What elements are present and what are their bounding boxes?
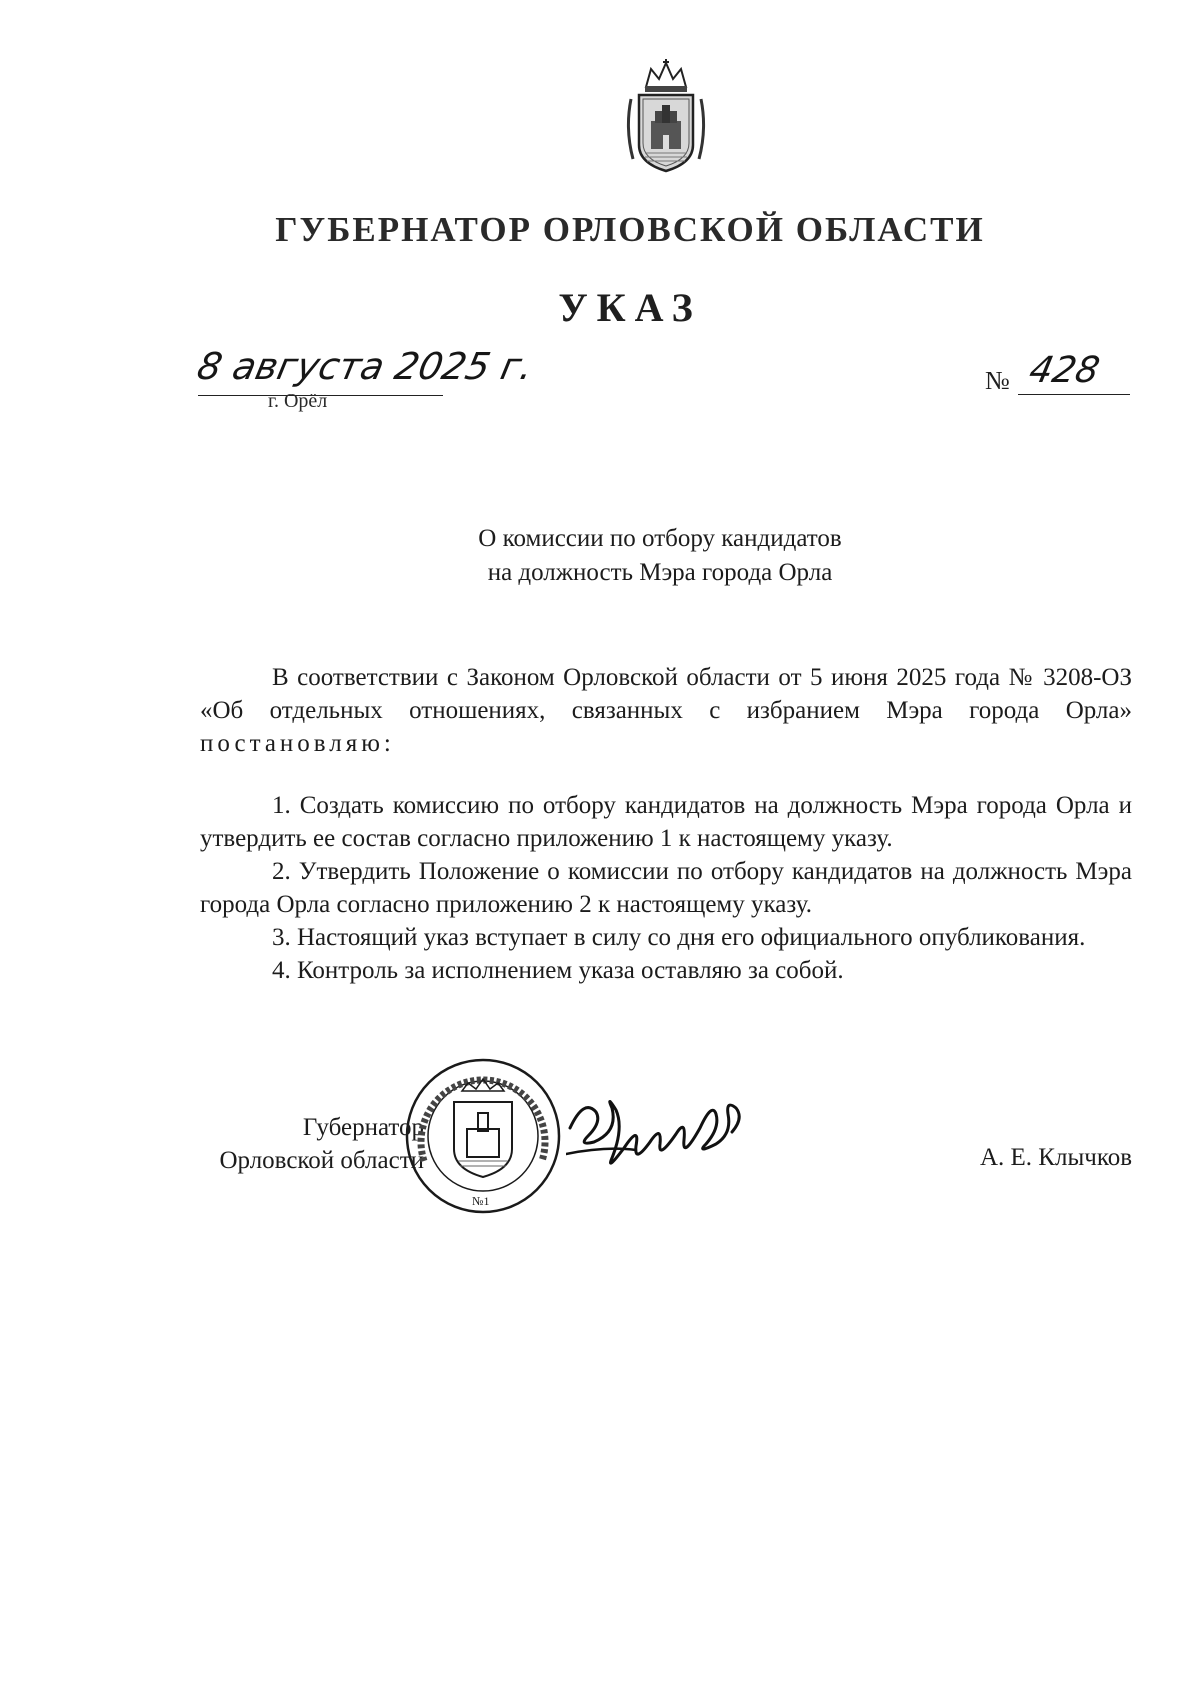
handwritten-signature: [566, 1088, 746, 1176]
seal-stamp-icon: [404, 1057, 562, 1215]
subject-line-1: О комиссии по отбору кандидатов: [478, 525, 842, 552]
decree-item: 2. Утвердить Положение о комиссии по отбору кандидатов на должность Мэра города Орла согласно приложению 2 к настоящему указу.: [200, 858, 1132, 918]
preamble-paragraph: [200, 661, 1132, 760]
signatory-title: [200, 1111, 424, 1177]
decree-number: 428: [1025, 350, 1104, 391]
preamble-text: В соответствии с Законом Орловской области от 5 июня 2025 года № 3208-ОЗ «Об отдельных отношениях, связанных с избранием Мэра города Орла»: [200, 664, 1132, 724]
issuer-title: ГУБЕРНАТОР ОРЛОВСКОЙ ОБЛАСТИ: [275, 210, 985, 249]
signature-icon: [566, 1088, 746, 1176]
number-underline: [1018, 394, 1130, 395]
document-type-title: УКАЗ: [558, 285, 702, 330]
decree-item: 1. Создать комиссию по отбору кандидатов на должность Мэра города Орла и утвердить ее состав согласно приложению 1 к настоящему указу.: [200, 792, 1132, 852]
coat-of-arms-icon: [621, 59, 711, 177]
official-seal: [404, 1057, 562, 1215]
decree-item: 4. Контроль за исполнением указа оставляю за собой.: [272, 957, 844, 984]
decree-date: 8 августа 2025 г.: [193, 345, 538, 388]
coat-of-arms-emblem: [621, 59, 711, 177]
decree-city: г. Орёл: [268, 390, 328, 412]
subject-line-2: на должность Мэра города Орла: [487, 559, 833, 586]
decree-item: 3. Настоящий указ вступает в силу со дня его официального опубликования.: [272, 924, 1086, 951]
decree-items-list: [200, 789, 1132, 987]
seal-number: №1: [472, 1194, 490, 1208]
number-label: №: [985, 366, 1010, 395]
preamble-verb: постановляю:: [200, 730, 395, 757]
decree-subject: [300, 522, 1020, 590]
signer-name: А. Е. Клычков: [979, 1144, 1132, 1171]
signatory-title-line-1: Губернатор: [302, 1114, 424, 1141]
signatory-title-line-2: Орловской области: [219, 1147, 424, 1174]
